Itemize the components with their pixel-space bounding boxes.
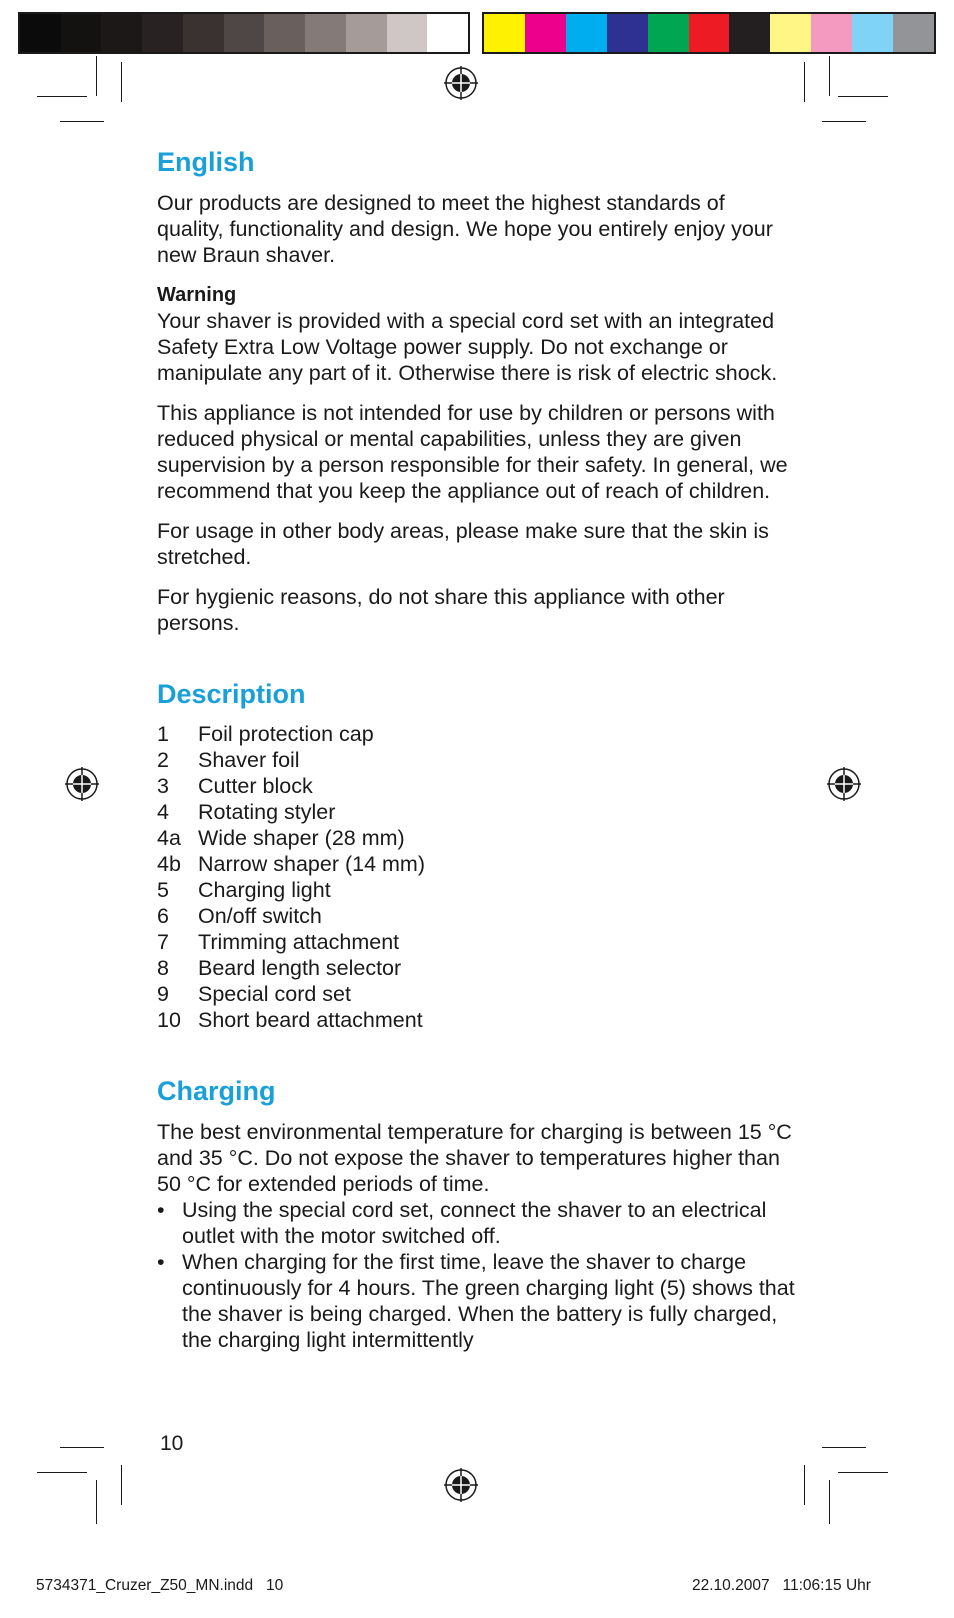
list-item-number: 5 bbox=[157, 878, 169, 903]
list-item bbox=[157, 903, 797, 929]
color-swatch bbox=[20, 14, 61, 52]
registration-target-icon bbox=[444, 66, 478, 100]
list-item-label: Foil protection cap bbox=[198, 722, 374, 747]
description-list bbox=[157, 721, 797, 1033]
gray-control-bar bbox=[18, 12, 470, 54]
warning-paragraph: Your shaver is provided with a special cord set with an integrated Safety Extra Low Voltage power supply. Do not exchange or manipulate any part of it. Otherwise there is risk of electric shock. bbox=[157, 308, 778, 385]
list-item bbox=[157, 1249, 797, 1353]
bullet-text: Using the special cord set, connect the shaver to an electrical outlet with the motor switched off. bbox=[182, 1198, 767, 1249]
english-heading: English bbox=[157, 147, 255, 177]
color-swatch bbox=[893, 14, 934, 52]
registration-target-icon bbox=[827, 767, 861, 801]
color-swatch bbox=[101, 14, 142, 52]
charging-section bbox=[157, 1077, 797, 1353]
color-swatch bbox=[346, 14, 387, 52]
list-item-number: 4b bbox=[157, 852, 181, 877]
crop-mark bbox=[804, 62, 805, 102]
color-swatch bbox=[648, 14, 689, 52]
crop-mark bbox=[822, 121, 866, 122]
registration-target-icon bbox=[444, 1468, 478, 1502]
list-item bbox=[157, 1197, 797, 1249]
crop-mark bbox=[838, 96, 888, 97]
crop-mark bbox=[96, 1480, 97, 1524]
color-swatch bbox=[811, 14, 852, 52]
crop-mark bbox=[804, 1465, 805, 1505]
list-item-label: Trimming attachment bbox=[198, 930, 400, 955]
list-item-label: Narrow shaper (14 mm) bbox=[198, 852, 425, 877]
bullet-marker: • bbox=[157, 1250, 165, 1275]
list-item-label: Special cord set bbox=[198, 982, 351, 1007]
list-item-number: 8 bbox=[157, 956, 169, 981]
color-swatch bbox=[484, 14, 525, 52]
crop-mark bbox=[60, 121, 104, 122]
crop-mark bbox=[829, 56, 830, 96]
body-areas-paragraph: For usage in other body areas, please make sure that the skin is stretched. bbox=[157, 518, 769, 569]
list-item-number: 4a bbox=[157, 826, 181, 851]
slug-date: 22.10.2007 11:06:15 Uhr bbox=[692, 1577, 871, 1594]
charging-intro: The best environmental temperature for charging is between 15 °C and 35 °C. Do not expose the shaver to temperatures higher than 50 °C for extended periods of time. bbox=[157, 1120, 792, 1197]
color-swatch bbox=[264, 14, 305, 52]
list-item bbox=[157, 747, 797, 773]
color-swatch bbox=[770, 14, 811, 52]
list-item bbox=[157, 1007, 797, 1033]
list-item-number: 1 bbox=[157, 722, 169, 747]
list-item bbox=[157, 773, 797, 799]
crop-mark bbox=[838, 1472, 888, 1473]
list-item-label: Cutter block bbox=[198, 774, 313, 799]
children-paragraph: This appliance is not intended for use by children or persons with reduced physical or mental capabilities, unless they are given supervision by a person responsible for their safety. In general, we recommend that you keep the appliance out of reach of children. bbox=[157, 400, 788, 503]
bullet-text: When charging for the first time, leave the shaver to charge continuously for 4 hours. The green charging light (5) shows that the shaver is being charged. When the battery is fully charged, the charging light intermittently bbox=[182, 1250, 795, 1353]
color-swatch bbox=[607, 14, 648, 52]
crop-mark bbox=[822, 1447, 866, 1448]
color-swatch bbox=[387, 14, 428, 52]
crop-mark bbox=[121, 62, 122, 102]
color-swatch bbox=[427, 14, 468, 52]
color-swatch bbox=[183, 14, 224, 52]
slug-file: 5734371_Cruzer_Z50_MN.indd 10 bbox=[36, 1577, 284, 1594]
color-control-bar bbox=[482, 12, 936, 54]
list-item-label: Wide shaper (28 mm) bbox=[198, 826, 405, 851]
list-item-number: 4 bbox=[157, 800, 169, 825]
list-item-number: 10 bbox=[157, 1008, 181, 1033]
color-swatch bbox=[224, 14, 265, 52]
list-item-number: 9 bbox=[157, 982, 169, 1007]
list-item-label: Beard length selector bbox=[198, 956, 402, 981]
list-item bbox=[157, 851, 797, 877]
list-item bbox=[157, 877, 797, 903]
list-item bbox=[157, 981, 797, 1007]
hygiene-paragraph: For hygienic reasons, do not share this appliance with other persons. bbox=[157, 584, 725, 635]
color-swatch bbox=[566, 14, 607, 52]
color-swatch bbox=[852, 14, 893, 52]
list-item bbox=[157, 721, 797, 747]
list-item bbox=[157, 799, 797, 825]
charging-heading: Charging bbox=[157, 1076, 276, 1107]
page-number: 10 bbox=[160, 1432, 184, 1455]
crop-mark bbox=[37, 1472, 87, 1473]
list-item-label: Shaver foil bbox=[198, 748, 300, 773]
list-item-label: Charging light bbox=[198, 878, 331, 903]
english-section bbox=[157, 148, 797, 636]
color-swatch bbox=[142, 14, 183, 52]
list-item-number: 2 bbox=[157, 748, 169, 773]
list-item bbox=[157, 825, 797, 851]
registration-target-icon bbox=[65, 767, 99, 801]
list-item-label: Short beard attachment bbox=[198, 1008, 423, 1033]
intro-paragraph: Our products are designed to meet the highest standards of quality, functionality and design. We hope you entirely enjoy your new Braun shaver. bbox=[157, 190, 773, 267]
bullet-marker: • bbox=[157, 1198, 165, 1223]
warning-title: Warning bbox=[157, 283, 237, 306]
list-item bbox=[157, 955, 797, 981]
crop-mark bbox=[96, 56, 97, 96]
color-swatch bbox=[689, 14, 730, 52]
color-swatch bbox=[61, 14, 102, 52]
list-item-number: 3 bbox=[157, 774, 169, 799]
crop-mark bbox=[60, 1447, 104, 1448]
list-item-label: Rotating styler bbox=[198, 800, 336, 825]
list-item bbox=[157, 929, 797, 955]
crop-mark bbox=[829, 1480, 830, 1524]
list-item-number: 6 bbox=[157, 904, 169, 929]
color-swatch bbox=[729, 14, 770, 52]
color-swatch bbox=[525, 14, 566, 52]
description-section bbox=[157, 680, 797, 1034]
crop-mark bbox=[121, 1465, 122, 1505]
list-item-number: 7 bbox=[157, 930, 169, 955]
list-item-label: On/off switch bbox=[198, 904, 322, 929]
page-content bbox=[157, 148, 797, 1353]
charging-bullets bbox=[157, 1197, 797, 1353]
description-heading: Description bbox=[157, 678, 306, 709]
crop-mark bbox=[37, 96, 87, 97]
color-swatch bbox=[305, 14, 346, 52]
